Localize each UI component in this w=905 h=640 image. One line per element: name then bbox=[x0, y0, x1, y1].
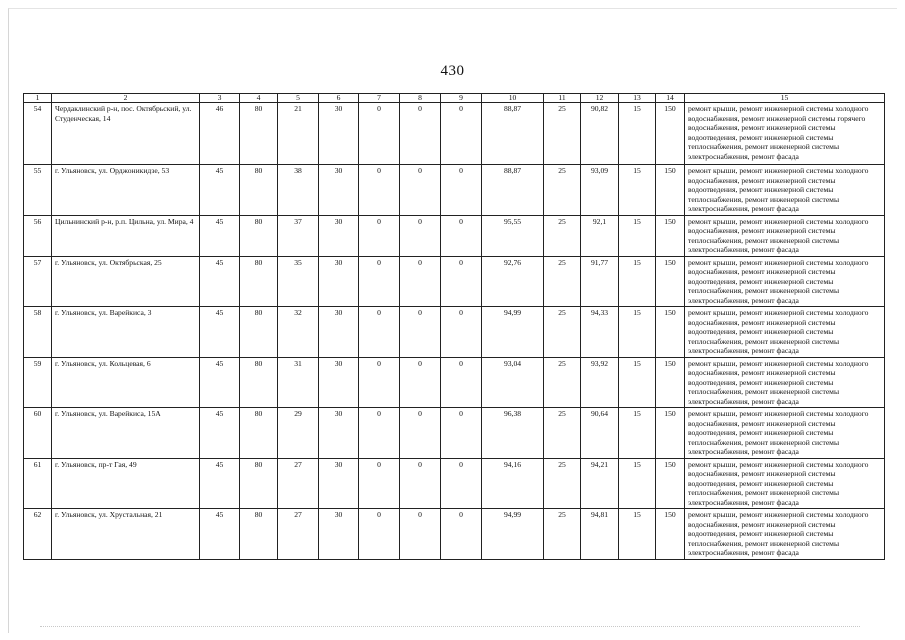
table-row bbox=[24, 357, 885, 408]
value-cell-col-5: 21 bbox=[278, 103, 319, 165]
value-cell-col-4: 80 bbox=[240, 215, 278, 256]
value-cell-col-10: 92,76 bbox=[482, 256, 544, 307]
value-cell-col-13: 15 bbox=[619, 103, 656, 165]
value-cell-col-12: 93,92 bbox=[581, 357, 619, 408]
value-cell-col-6: 30 bbox=[319, 458, 359, 509]
value-cell-col-11: 25 bbox=[544, 215, 581, 256]
column-header-5: 5 bbox=[278, 94, 319, 103]
table-row bbox=[24, 256, 885, 307]
value-cell-col-8: 0 bbox=[400, 215, 441, 256]
value-cell-col-12: 94,81 bbox=[581, 509, 619, 560]
row-number-cell: 57 bbox=[24, 256, 52, 307]
value-cell-col-10: 94,16 bbox=[482, 458, 544, 509]
value-cell-col-14: 150 bbox=[656, 357, 685, 408]
value-cell-col-14: 150 bbox=[656, 165, 685, 216]
value-cell-col-13: 15 bbox=[619, 509, 656, 560]
row-number-cell: 59 bbox=[24, 357, 52, 408]
value-cell-col-5: 32 bbox=[278, 307, 319, 358]
value-cell-col-9: 0 bbox=[441, 215, 482, 256]
value-cell-col-11: 25 bbox=[544, 458, 581, 509]
value-cell-col-3: 45 bbox=[200, 165, 240, 216]
value-cell-col-3: 45 bbox=[200, 408, 240, 459]
table-row bbox=[24, 509, 885, 560]
value-cell-col-8: 0 bbox=[400, 103, 441, 165]
value-cell-col-12: 92,1 bbox=[581, 215, 619, 256]
value-cell-col-11: 25 bbox=[544, 256, 581, 307]
value-cell-col-3: 45 bbox=[200, 509, 240, 560]
column-header-8: 8 bbox=[400, 94, 441, 103]
value-cell-col-14: 150 bbox=[656, 103, 685, 165]
value-cell-col-12: 90,64 bbox=[581, 408, 619, 459]
works-list-cell: ремонт крыши, ремонт инженерной системы холодного водоснабжения, ремонт инженерной системы водоотведения, ремонт инженерной системы теплоснабжения, ремонт инженерной системы электроснабжения, ремонт фасада bbox=[685, 165, 885, 216]
table-row bbox=[24, 215, 885, 256]
value-cell-col-4: 80 bbox=[240, 509, 278, 560]
value-cell-col-9: 0 bbox=[441, 307, 482, 358]
value-cell-col-5: 37 bbox=[278, 215, 319, 256]
value-cell-col-4: 80 bbox=[240, 408, 278, 459]
row-number-cell: 61 bbox=[24, 458, 52, 509]
works-list-cell: ремонт крыши, ремонт инженерной системы холодного водоснабжения, ремонт инженерной системы водоотведения, ремонт инженерной системы теплоснабжения, ремонт инженерной системы электроснабжения, ремонт фасада bbox=[685, 357, 885, 408]
value-cell-col-7: 0 bbox=[359, 256, 400, 307]
value-cell-col-6: 30 bbox=[319, 215, 359, 256]
row-number-cell: 58 bbox=[24, 307, 52, 358]
value-cell-col-6: 30 bbox=[319, 509, 359, 560]
value-cell-col-8: 0 bbox=[400, 165, 441, 216]
value-cell-col-6: 30 bbox=[319, 256, 359, 307]
value-cell-col-14: 150 bbox=[656, 408, 685, 459]
page-number: 430 bbox=[440, 63, 465, 79]
address-cell: Чердаклинский р-н, пос. Октябрьский, ул. Студенческая, 14 bbox=[52, 103, 200, 165]
value-cell-col-6: 30 bbox=[319, 307, 359, 358]
column-header-2: 2 bbox=[52, 94, 200, 103]
value-cell-col-7: 0 bbox=[359, 215, 400, 256]
value-cell-col-11: 25 bbox=[544, 307, 581, 358]
value-cell-col-13: 15 bbox=[619, 408, 656, 459]
program-table bbox=[23, 93, 885, 560]
works-list-cell: ремонт крыши, ремонт инженерной системы холодного водоснабжения, ремонт инженерной системы водоотведения, ремонт инженерной системы теплоснабжения, ремонт инженерной системы электроснабжения, ремонт фасада bbox=[685, 509, 885, 560]
table-body bbox=[24, 103, 885, 560]
value-cell-col-8: 0 bbox=[400, 509, 441, 560]
value-cell-col-5: 27 bbox=[278, 509, 319, 560]
value-cell-col-11: 25 bbox=[544, 165, 581, 216]
value-cell-col-7: 0 bbox=[359, 458, 400, 509]
value-cell-col-12: 90,82 bbox=[581, 103, 619, 165]
table-row bbox=[24, 408, 885, 459]
column-header-15: 15 bbox=[685, 94, 885, 103]
value-cell-col-12: 94,21 bbox=[581, 458, 619, 509]
address-cell: Цильнинский р-н, р.п. Цильна, ул. Мира, 4 bbox=[52, 215, 200, 256]
table-row bbox=[24, 165, 885, 216]
address-cell: г. Ульяновск, ул. Хрустальная, 21 bbox=[52, 509, 200, 560]
value-cell-col-13: 15 bbox=[619, 256, 656, 307]
value-cell-col-9: 0 bbox=[441, 256, 482, 307]
value-cell-col-11: 25 bbox=[544, 408, 581, 459]
value-cell-col-7: 0 bbox=[359, 357, 400, 408]
value-cell-col-11: 25 bbox=[544, 509, 581, 560]
value-cell-col-4: 80 bbox=[240, 357, 278, 408]
row-number-cell: 54 bbox=[24, 103, 52, 165]
value-cell-col-12: 93,09 bbox=[581, 165, 619, 216]
value-cell-col-10: 94,99 bbox=[482, 307, 544, 358]
row-number-cell: 60 bbox=[24, 408, 52, 459]
address-cell: г. Ульяновск, ул. Варейкиса, 3 bbox=[52, 307, 200, 358]
value-cell-col-13: 15 bbox=[619, 307, 656, 358]
column-header-14: 14 bbox=[656, 94, 685, 103]
table-row bbox=[24, 307, 885, 358]
row-number-cell: 56 bbox=[24, 215, 52, 256]
value-cell-col-3: 45 bbox=[200, 256, 240, 307]
value-cell-col-10: 95,55 bbox=[482, 215, 544, 256]
value-cell-col-13: 15 bbox=[619, 215, 656, 256]
value-cell-col-6: 30 bbox=[319, 165, 359, 216]
value-cell-col-14: 150 bbox=[656, 215, 685, 256]
value-cell-col-3: 45 bbox=[200, 215, 240, 256]
works-list-cell: ремонт крыши, ремонт инженерной системы холодного водоснабжения, ремонт инженерной системы теплоснабжения, ремонт инженерной системы электроснабжения, ремонт фасада bbox=[685, 215, 885, 256]
value-cell-col-7: 0 bbox=[359, 408, 400, 459]
address-cell: г. Ульяновск, ул. Орджоникидзе, 53 bbox=[52, 165, 200, 216]
table-row bbox=[24, 458, 885, 509]
address-cell: г. Ульяновск, ул. Варейкиса, 15А bbox=[52, 408, 200, 459]
address-cell: г. Ульяновск, пр-т Гая, 49 bbox=[52, 458, 200, 509]
value-cell-col-4: 80 bbox=[240, 165, 278, 216]
value-cell-col-14: 150 bbox=[656, 509, 685, 560]
value-cell-col-6: 30 bbox=[319, 408, 359, 459]
scan-artifact-line bbox=[40, 626, 860, 628]
row-number-cell: 55 bbox=[24, 165, 52, 216]
value-cell-col-7: 0 bbox=[359, 103, 400, 165]
value-cell-col-8: 0 bbox=[400, 357, 441, 408]
value-cell-col-7: 0 bbox=[359, 307, 400, 358]
value-cell-col-14: 150 bbox=[656, 307, 685, 358]
value-cell-col-14: 150 bbox=[656, 256, 685, 307]
table-row bbox=[24, 103, 885, 165]
value-cell-col-5: 29 bbox=[278, 408, 319, 459]
value-cell-col-13: 15 bbox=[619, 458, 656, 509]
value-cell-col-9: 0 bbox=[441, 408, 482, 459]
value-cell-col-10: 88,87 bbox=[482, 103, 544, 165]
address-cell: г. Ульяновск, ул. Октябрьская, 25 bbox=[52, 256, 200, 307]
value-cell-col-4: 80 bbox=[240, 256, 278, 307]
value-cell-col-9: 0 bbox=[441, 357, 482, 408]
column-header-10: 10 bbox=[482, 94, 544, 103]
value-cell-col-8: 0 bbox=[400, 408, 441, 459]
value-cell-col-8: 0 bbox=[400, 458, 441, 509]
value-cell-col-10: 93,04 bbox=[482, 357, 544, 408]
value-cell-col-7: 0 bbox=[359, 509, 400, 560]
value-cell-col-13: 15 bbox=[619, 165, 656, 216]
value-cell-col-6: 30 bbox=[319, 357, 359, 408]
value-cell-col-8: 0 bbox=[400, 256, 441, 307]
value-cell-col-12: 91,77 bbox=[581, 256, 619, 307]
value-cell-col-13: 15 bbox=[619, 357, 656, 408]
column-header-6: 6 bbox=[319, 94, 359, 103]
value-cell-col-9: 0 bbox=[441, 458, 482, 509]
value-cell-col-14: 150 bbox=[656, 458, 685, 509]
column-header-7: 7 bbox=[359, 94, 400, 103]
value-cell-col-9: 0 bbox=[441, 165, 482, 216]
value-cell-col-4: 80 bbox=[240, 103, 278, 165]
value-cell-col-10: 94,99 bbox=[482, 509, 544, 560]
value-cell-col-9: 0 bbox=[441, 509, 482, 560]
value-cell-col-3: 45 bbox=[200, 458, 240, 509]
value-cell-col-4: 80 bbox=[240, 458, 278, 509]
value-cell-col-11: 25 bbox=[544, 103, 581, 165]
value-cell-col-5: 27 bbox=[278, 458, 319, 509]
column-header-11: 11 bbox=[544, 94, 581, 103]
value-cell-col-5: 38 bbox=[278, 165, 319, 216]
value-cell-col-11: 25 bbox=[544, 357, 581, 408]
column-header-12: 12 bbox=[581, 94, 619, 103]
works-list-cell: ремонт крыши, ремонт инженерной системы холодного водоснабжения, ремонт инженерной системы водоотведения, ремонт инженерной системы теплоснабжения, ремонт инженерной системы электроснабжения, ремонт фасада bbox=[685, 408, 885, 459]
value-cell-col-6: 30 bbox=[319, 103, 359, 165]
value-cell-col-8: 0 bbox=[400, 307, 441, 358]
value-cell-col-3: 45 bbox=[200, 307, 240, 358]
value-cell-col-9: 0 bbox=[441, 103, 482, 165]
value-cell-col-10: 88,87 bbox=[482, 165, 544, 216]
column-header-13: 13 bbox=[619, 94, 656, 103]
row-number-cell: 62 bbox=[24, 509, 52, 560]
works-list-cell: ремонт крыши, ремонт инженерной системы холодного водоснабжения, ремонт инженерной системы водоотведения, ремонт инженерной системы теплоснабжения, ремонт инженерной системы электроснабжения, ремонт фасада bbox=[685, 307, 885, 358]
column-header-4: 4 bbox=[240, 94, 278, 103]
address-cell: г. Ульяновск, ул. Кольцевая, 6 bbox=[52, 357, 200, 408]
table-header-row bbox=[24, 94, 885, 103]
value-cell-col-5: 31 bbox=[278, 357, 319, 408]
column-header-3: 3 bbox=[200, 94, 240, 103]
value-cell-col-5: 35 bbox=[278, 256, 319, 307]
value-cell-col-3: 46 bbox=[200, 103, 240, 165]
value-cell-col-7: 0 bbox=[359, 165, 400, 216]
column-header-1: 1 bbox=[24, 94, 52, 103]
value-cell-col-12: 94,33 bbox=[581, 307, 619, 358]
value-cell-col-10: 96,38 bbox=[482, 408, 544, 459]
value-cell-col-3: 45 bbox=[200, 357, 240, 408]
value-cell-col-4: 80 bbox=[240, 307, 278, 358]
works-list-cell: ремонт крыши, ремонт инженерной системы холодного водоснабжения, ремонт инженерной системы водоотведения, ремонт инженерной системы теплоснабжения, ремонт инженерной системы электроснабжения, ремонт фасада bbox=[685, 256, 885, 307]
works-list-cell: ремонт крыши, ремонт инженерной системы холодного водоснабжения, ремонт инженерной системы горячего водоснабжения, ремонт инженерной системы водоотведения, ремонт инженерной системы теплоснабжения, ремонт инженерной системы электроснабжения, ремонт фасада bbox=[685, 103, 885, 165]
column-header-9: 9 bbox=[441, 94, 482, 103]
works-list-cell: ремонт крыши, ремонт инженерной системы холодного водоснабжения, ремонт инженерной системы водоотведения, ремонт инженерной системы теплоснабжения, ремонт инженерной системы электроснабжения, ремонт фасада bbox=[685, 458, 885, 509]
